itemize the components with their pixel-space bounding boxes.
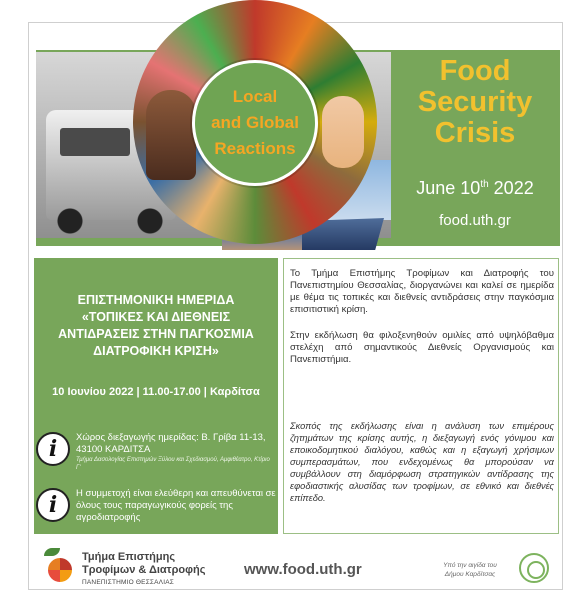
wheel-title-line: Local (232, 87, 278, 106)
wheel-title (192, 84, 318, 162)
logo-leaf (44, 548, 60, 556)
event-title-line: ΕΠΙΣΤΗΜΟΝΙΚΗ ΗΜΕΡΙΔΑ (77, 293, 235, 307)
description-paragraph-2: Στην εκδήλωση θα φιλοξενηθούν ομιλίες από υψηλόβαθμα στελέχη από σημαντικούς Διεθνείς Οργανισμούς και Πανεπιστήμια. (290, 330, 554, 365)
patronage-line: Δήμου Καρδίτσας (444, 571, 496, 578)
banner-title-line: Food (439, 55, 511, 87)
description-paragraph-1: Το Τμήμα Επιστήμης Τροφίμων και Διατροφής του Πανεπιστημίου Θεσσαλίας, διοργανώνει και καλεί σε ημερίδα με θέμα τις τοπικές και διεθνείς αντιδράσεις στην παγκόσμια επισιτιστική κρίση. (290, 268, 554, 315)
venue-line: 43100 ΚΑΡΔΙΤΣΑ (76, 444, 151, 455)
info-icon: i (36, 432, 70, 466)
banner-date-prefix: June 10 (416, 178, 481, 198)
banner-title-line: Security (417, 86, 533, 118)
venue-subtitle: Τμήμα Δασολογίας Επιστημών Ξύλου και Σχεδιασμού, Αμφιθέατρο, Κτίριο Γ' (76, 457, 270, 471)
department-name (82, 551, 205, 577)
banner-url: food.uth.gr (439, 212, 511, 229)
logo-fruit (46, 556, 74, 584)
banner-title-line: Crisis (434, 117, 516, 149)
department-name-line: Τροφίμων & Διατροφής (82, 564, 206, 576)
department-logo (42, 548, 78, 584)
municipality-logo-icon (519, 553, 549, 583)
event-title-line: «ΤΟΠΙΚΕΣ ΚΑΙ ΔΙΕΘΝΕΙΣ (81, 310, 231, 324)
event-date: 10 Ιουνίου 2022 | 11.00-17.00 | Καρδίτσα (52, 386, 260, 398)
patronage-line: Υπό την αιγίδα του (443, 562, 497, 569)
event-title-line: ΔΙΑΤΡΟΦΙΚΗ ΚΡΙΣΗ» (93, 344, 219, 358)
department-name-line: Τμήμα Επιστήμης (82, 551, 176, 563)
event-title (40, 292, 272, 360)
banner-date-sup: th (480, 179, 489, 190)
child-eating-image (322, 96, 364, 168)
event-title-line: ΑΝΤΙΔΡΑΣΕΙΣ ΣΤΗΝ ΠΑΓΚΟΣΜΙΑ (58, 327, 254, 341)
venue-line: Χώρος διεξαγωγής ημερίδας: Β. Γρίβα 11-13, (76, 432, 266, 443)
venue-text (76, 432, 276, 472)
child-image (146, 90, 196, 180)
patronage-text (430, 561, 510, 579)
info-icon: i (36, 488, 70, 522)
university-name: ΠΑΝΕΠΙΣΤΗΜΙΟ ΘΕΣΣΑΛΙΑΣ (82, 579, 174, 586)
banner-title (392, 56, 558, 149)
vehicle-wheels (50, 208, 170, 234)
footer-website-link[interactable]: www.food.uth.gr (244, 561, 362, 578)
banner-date-year: 2022 (488, 178, 534, 198)
banner-date (392, 178, 558, 199)
wheel-title-line: Reactions (214, 139, 296, 158)
wheel-title-line: and Global (211, 113, 299, 132)
participation-text: Η συμμετοχή είναι ελεύθερη και απευθύνεται σε όλους τους παραγωγικούς φορείς της αγροδιατροφής (76, 488, 276, 523)
description-paragraph-3: Σκοπός της εκδήλωσης είναι η ανάλυση των επιμέρους ζητημάτων της κρίσης αυτής, η διεξαγωγή ενός γόνιμου και εποικοδομητικού διαλόγου, καθώς και η εξαγωγή χρήσιμων συμπερασμάτων, που ενδεχομένως θα μπορούσαν να συμβάλλουν στη διαμόρφωση στρατηγικών αντίδρασης της εφοδιαστικής αλυσίδας των τροφίμων, σε εθνικό και διεθνές επίπεδο. (290, 421, 554, 503)
